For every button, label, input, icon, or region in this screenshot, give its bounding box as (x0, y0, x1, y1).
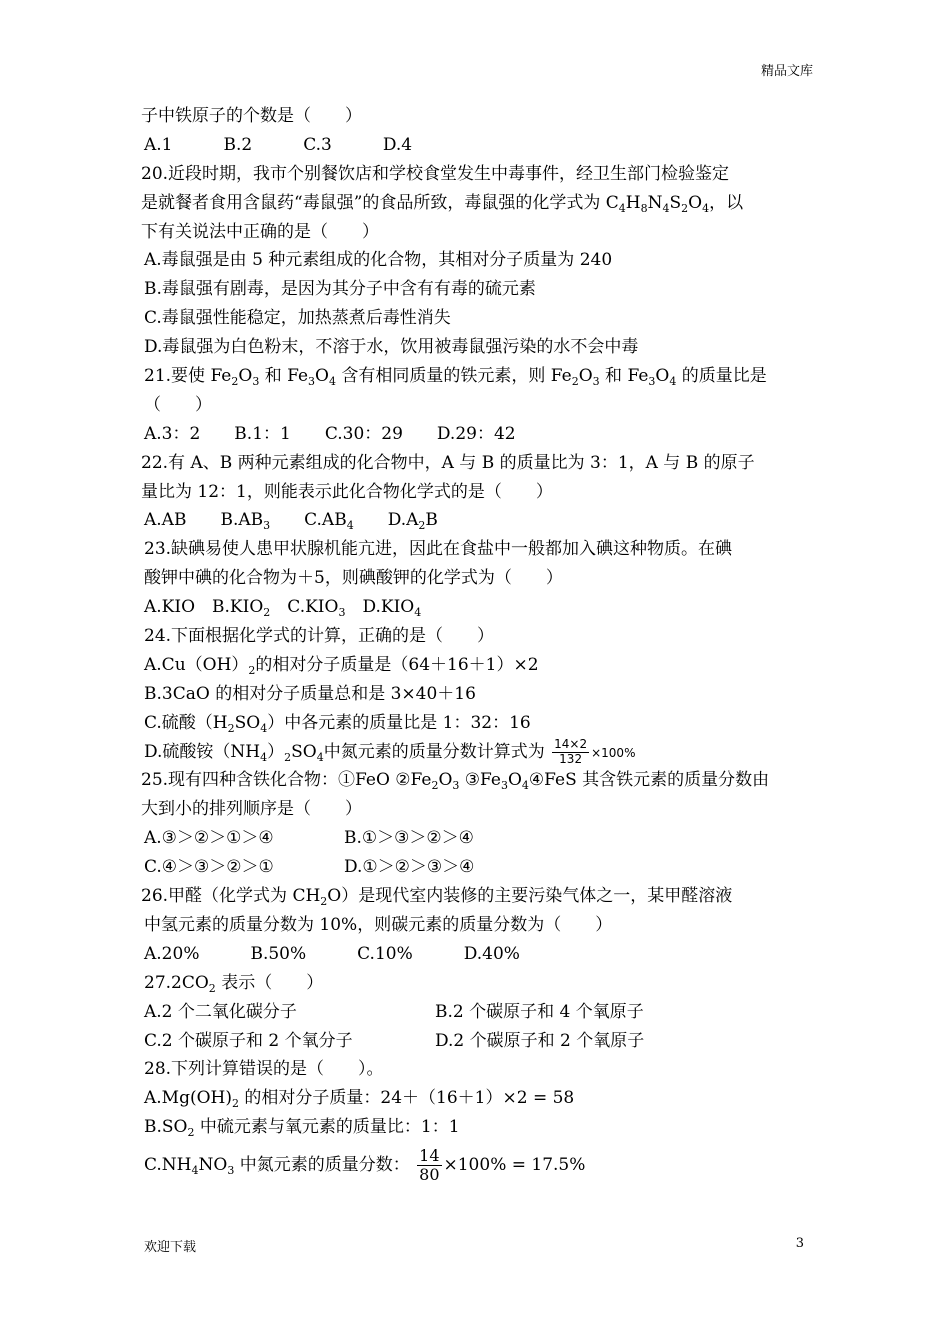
q25-line1: 25.现有四种含铁化合物：①FeO $②Fe_2O_3$ $③Fe_3O_4④FeS$ 其含铁元素的质量分数由 (141, 770, 770, 793)
q23-line1: 23.缺碘易使人患甲状腺机能亢进，因此在食盐中一般都加入碘这种物质。在碘 (144, 539, 733, 560)
q23-options: A.KIO $B.KIO_2$ $C.KIO_3$ $D.KIO_4$ (144, 597, 422, 620)
q24-option-c: C.硫酸$(H_2SO_4)$中各元素的质量比是 1：32：16 (144, 712, 531, 735)
q21-line2: （ ） (144, 394, 212, 415)
nitrogen-fraction-formula: $\frac{14}{80}$ (419, 1146, 440, 1185)
q24-option-d: D.硫酸铵$(NH_4)_2SO_4$中氮元素的质量分数计算式为 $\frac{14\times 2}{132}$ ×100% (144, 737, 636, 766)
footer-download-text: 欢迎下载 (144, 1240, 197, 1255)
q20-option-a: A.毒鼠强是由 5 种元素组成的化合物，其相对分子质量为 240 (144, 250, 613, 271)
q27-options-row2: C.2 个碳原子和 2 个氧分子 D.2 个碳原子和 2 个氧原子 (144, 1030, 645, 1051)
q25-line2: 大到小的排列顺序是（ ） (141, 799, 362, 820)
q28-option-c: $C.NH_4NO_3$ 中氮元素的质量分数： $\frac{14}{80}$ ×100% = 17.5% (144, 1146, 586, 1185)
q22-options: A.AB $B.AB_3$ $C.AB_4$ $D.A_2B$ (144, 510, 438, 533)
q24-option-b: B.3CaO 的相对分子质量总和是 3×40＋16 (144, 683, 476, 704)
q25-options-row2: C.④＞③＞②＞① D.①＞②＞③＞④ (144, 857, 475, 878)
q26-line2: 中氢元素的质量分数为 10%，则碳元素的质量分数为（ ） (144, 914, 613, 935)
q19-options: A.1 B.2 C.3 D.4 (144, 134, 413, 155)
q20-line3: 下有关说法中正确的是（ ） (141, 221, 379, 242)
q20-line1: 20.近段时期，我市个别餐饮店和学校食堂发生中毒事件，经卫生部门检验鉴定 (141, 163, 730, 184)
q24-option-a: $A.Cu(OH)_2$的相对分子质量是（64＋16＋1）×2 (144, 654, 539, 677)
q20-line2: 是就餐者食用含鼠药“毒鼠强”的食品所致，毒鼠强的化学式为 $C_4H_8N_4S_2O_4$，以 (141, 192, 744, 215)
q21-line1: 21.要使 $Fe_2O_3$ 和 $Fe_3O_4$ 含有相同质量的铁元素，则 $Fe_2O_3$ 和 $Fe_3O_4$ 的质量比是 (144, 366, 767, 389)
q24-line1: 24.下面根据化学式的计算，正确的是（ ） (144, 626, 495, 647)
q27-line1: $27.2CO_2$ 表示（ ） (144, 972, 324, 995)
q26-options: A.20% B.50% C.10% D.40% (144, 943, 520, 964)
question-content (141, 102, 811, 1188)
q20-option-d: D.毒鼠强为白色粉末，不溶于水，饮用被毒鼠强污染的水不会中毒 (144, 337, 639, 358)
q25-options-row1: A.③＞②＞①＞④ B.①＞③＞②＞④ (144, 828, 474, 849)
mass-fraction-formula: $\frac{14\times 2}{132}$ (554, 737, 588, 766)
q26-line1: 26.甲醛（化学式为 $CH_2O$）是现代室内装修的主要污染气体之一，某甲醛溶液 (141, 886, 733, 909)
q27-options-row1: A.2 个二氧化碳分子 B.2 个碳原子和 4 个氧原子 (144, 1001, 644, 1022)
q20-option-b: B.毒鼠强有剧毒，是因为其分子中含有有毒的硫元素 (144, 279, 536, 300)
q22-line2: 量比为 12：1，则能表示此化合物化学式的是（ ） (141, 481, 553, 502)
header-brand: 精品文库 (760, 64, 813, 79)
q28-line1: 28.下列计算错误的是（ ）。 (144, 1059, 384, 1080)
q20-option-c: C.毒鼠强性能稳定，加热蒸煮后毒性消失 (144, 308, 451, 329)
q19-tail: 子中铁原子的个数是（ ） (141, 106, 362, 126)
q28-option-b: $B.SO_2$ 中硫元素与氧元素的质量比：1：1 (144, 1117, 460, 1140)
q28-option-a: $A.Mg(OH)_2$ 的相对分子质量：24＋（16＋1）×2 = 58 (144, 1088, 575, 1111)
q22-line1: 22.有 A、B 两种元素组成的化合物中，A 与 B 的质量比为 3：1，A 与 B 的原子 (141, 452, 755, 473)
page-number: 3 (795, 1236, 804, 1251)
q21-options: A.3：2 B.1：1 C.30：29 D.29：42 (144, 423, 516, 444)
q23-line2: 酸钾中碘的化合物为＋5，则碘酸钾的化学式为（ ） (144, 568, 563, 589)
